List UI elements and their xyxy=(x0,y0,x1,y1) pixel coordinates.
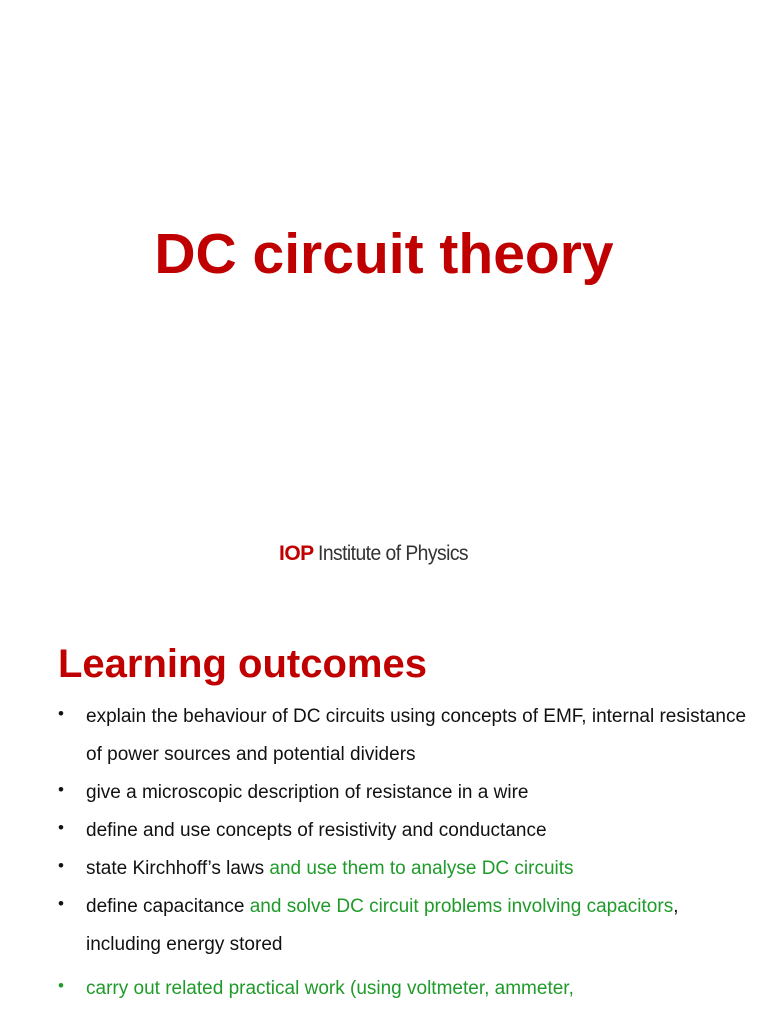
outcome-highlight-text: and use them to analyse DC circuits xyxy=(264,858,574,879)
bullet-icon: • xyxy=(58,818,64,837)
bullet-icon: • xyxy=(58,780,64,799)
outcome-highlight-text: and solve DC circuit problems involving capacitors xyxy=(249,896,674,917)
iop-logo-mark: IOP xyxy=(279,542,314,565)
list-item xyxy=(58,812,748,850)
list-item xyxy=(58,850,748,888)
outcome-trailing-text: , including energy stored xyxy=(86,896,679,955)
outcome-text: explain the behaviour of DC circuits using concepts of EMF, internal resistance of power sources and potential dividers xyxy=(86,706,747,765)
list-item xyxy=(58,698,748,774)
bullet-icon: • xyxy=(58,894,64,913)
learning-outcomes-list xyxy=(58,698,748,1008)
bullet-icon: • xyxy=(58,704,64,723)
list-item xyxy=(58,970,748,1008)
outcome-text: define capacitance xyxy=(86,896,250,917)
learning-outcomes-heading: Learning outcomes xyxy=(58,642,427,686)
bullet-icon: • xyxy=(58,856,64,875)
list-item xyxy=(58,888,748,964)
iop-logo-name: Institute of Physics xyxy=(317,542,468,565)
iop-logo xyxy=(279,542,481,568)
slide-title: DC circuit theory xyxy=(154,222,614,286)
outcome-text: give a microscopic description of resistance in a wire xyxy=(86,782,529,803)
outcome-text: define and use concepts of resistivity and conductance xyxy=(86,820,547,841)
list-item xyxy=(58,774,748,812)
outcome-text: state Kirchhoff’s laws xyxy=(86,858,265,879)
bullet-icon: • xyxy=(58,976,64,995)
outcome-highlight-text: carry out related practical work (using voltmeter, ammeter, xyxy=(86,978,574,999)
